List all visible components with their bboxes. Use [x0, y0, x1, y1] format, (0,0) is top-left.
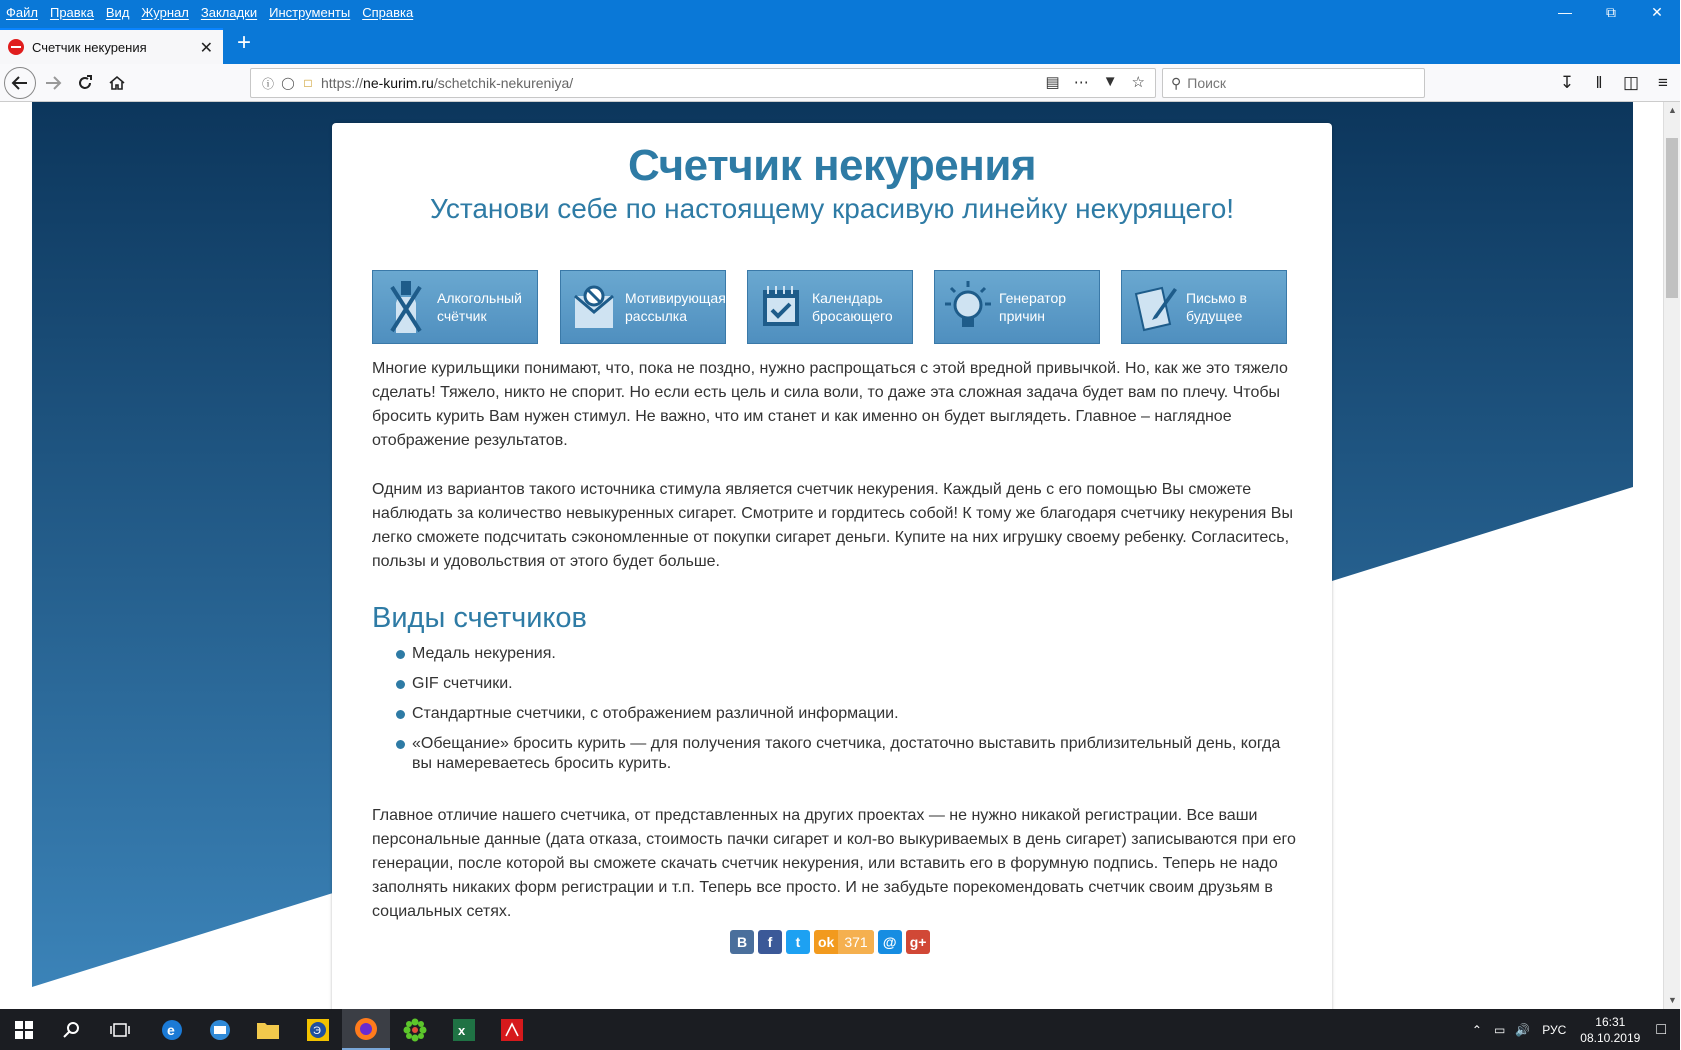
menu-history[interactable]: Журнал — [141, 4, 189, 20]
pocket-icon[interactable]: ▼ — [1102, 73, 1118, 90]
search-taskbar-button[interactable] — [48, 1009, 96, 1050]
shield-icon[interactable]: ◯ — [281, 76, 295, 90]
svg-text:Э: Э — [313, 1024, 321, 1037]
calendar-icon — [758, 278, 804, 336]
mail-taskbar-icon[interactable] — [196, 1009, 244, 1050]
windows-logo-icon — [15, 1021, 33, 1039]
list-item: Медаль некурения. — [396, 644, 1298, 664]
close-tab-icon[interactable]: ✕ — [199, 40, 213, 57]
task-view-button[interactable] — [96, 1009, 144, 1050]
back-button[interactable] — [4, 67, 36, 99]
tile-reason-generator[interactable] — [934, 270, 1100, 344]
network-icon[interactable]: ▭ — [1493, 1022, 1506, 1037]
clock[interactable] — [1580, 1014, 1640, 1046]
tab-bar — [0, 24, 1680, 64]
home-icon — [108, 74, 126, 92]
page-scrollbar[interactable] — [1663, 102, 1680, 1009]
site-favicon-icon — [8, 39, 24, 55]
bottle-icon — [383, 278, 429, 336]
start-button[interactable] — [0, 1009, 48, 1050]
home-button[interactable] — [102, 68, 132, 98]
title-bar — [0, 0, 1680, 24]
lock-icon[interactable]: □ — [304, 76, 312, 90]
firefox-taskbar-icon[interactable] — [342, 1009, 390, 1050]
arrow-right-icon — [44, 74, 62, 92]
bookmark-star-icon[interactable]: ☆ — [1131, 74, 1145, 91]
tile-alcohol-counter[interactable] — [372, 270, 538, 344]
scroll-up-icon[interactable]: ▲ — [1668, 105, 1677, 115]
search-icon: ⚲ — [1171, 74, 1182, 91]
tile-label: Мотивирующая рассылка — [625, 290, 726, 324]
tile-label: Календарь бросающего — [812, 290, 893, 324]
page-actions-icon[interactable]: ⋯ — [1073, 74, 1089, 91]
list-item: «Обещание» бросить курить — для получения такого счетчика, достаточно выставить приблизительный день, когда вы намереваетесь бросить курить. — [396, 734, 1298, 774]
svg-text:e: e — [167, 1021, 175, 1038]
scroll-down-icon[interactable]: ▼ — [1668, 995, 1677, 1005]
url-bar[interactable] — [250, 68, 1156, 98]
content-card — [332, 123, 1332, 1023]
counter-types-list — [396, 644, 1298, 784]
clock-time: 16:31 — [1595, 1014, 1626, 1029]
app-taskbar-icon[interactable] — [294, 1009, 342, 1050]
tile-label: Алкогольный счётчик — [437, 290, 522, 324]
library-icon[interactable]: ‖ — [1595, 73, 1603, 92]
new-tab-button[interactable]: + — [236, 29, 251, 56]
restore-icon[interactable]: ⧉ — [1606, 3, 1616, 20]
share-count: 371 — [838, 930, 873, 954]
menu-file[interactable]: Файл — [6, 4, 38, 20]
url-path: /schetchik-nekureniya/ — [433, 75, 574, 91]
info-icon[interactable]: ⓘ — [261, 76, 274, 91]
edge-taskbar-icon[interactable] — [148, 1009, 196, 1050]
svg-text:x: x — [458, 1022, 466, 1038]
chevron-up-icon[interactable]: ⌃ — [1471, 1022, 1482, 1037]
facebook-share-button[interactable]: f — [758, 930, 782, 954]
menu-edit[interactable]: Правка — [49, 4, 94, 20]
magnifier-icon — [63, 1021, 81, 1039]
registration-paragraph: Главное отличие нашего счетчика, от представленных на других проектах — не нужно никакой регистрации. Все ваши персональные данные (дата отказа, стоимость пачки сигарет и кол-во выкуриваемых в день сигарет) записываются при его генерации, после которой вы сможете скачать счетчик некурения, или вставить его в форумную подпись. Теперь не надо заполнять никаких форм регистрации и т.п. Теперь все просто. И не забудьте порекомендовать счетчик своим друзьям в социальных сетях. — [372, 807, 1296, 920]
minimize-icon[interactable]: — — [1558, 4, 1572, 20]
scroll-thumb[interactable] — [1666, 138, 1678, 298]
tile-motivation-mailing[interactable] — [560, 270, 726, 344]
tile-label: Письмо в будущее — [1186, 290, 1247, 324]
downloads-icon[interactable]: ↧ — [1559, 73, 1575, 92]
reload-icon — [76, 74, 94, 92]
system-tray — [1472, 1009, 1680, 1050]
nav-bar — [0, 64, 1680, 102]
tile-quitter-calendar[interactable] — [747, 270, 913, 344]
menu-tools[interactable]: Инструменты — [269, 4, 351, 20]
tile-letter-to-future[interactable] — [1121, 270, 1287, 344]
hamburger-menu-icon[interactable]: ≡ — [1658, 73, 1668, 92]
menu-bar — [0, 5, 425, 20]
menu-help[interactable]: Справка — [362, 4, 414, 20]
odnoklassniki-icon: ok — [818, 934, 835, 950]
tile-label: Генератор причин — [999, 290, 1067, 324]
twitter-share-button[interactable]: t — [786, 930, 810, 954]
windows-taskbar — [0, 1009, 1680, 1050]
lightbulb-icon — [945, 278, 991, 336]
page-title: Счетчик некурения — [627, 141, 1037, 190]
page-subtitle: Установи себе по настоящему красивую линейку некурящего! — [429, 193, 1235, 224]
letter-pen-icon — [1132, 278, 1178, 336]
acrobat-taskbar-icon[interactable] — [488, 1009, 536, 1050]
intro-paragraph: Многие курильщики понимают, что, пока не поздно, нужно распрощаться с этой вредной привычкой. Но, как же это тяжело сделать! Тяжело, никто не спорит. Но если есть цель и сила воли, то даже эта сложная задача будет вам по плечу. Чтобы бросить курить Вам нужен стимул. Не важно, что им станет и как именно он будет выглядеть. Главное – наглядное отображение результатов. — [372, 360, 1288, 449]
search-placeholder: Поиск — [1187, 75, 1227, 91]
vk-share-button[interactable]: В — [730, 930, 754, 954]
googleplus-share-button[interactable]: g+ — [906, 930, 931, 954]
tab-active[interactable] — [0, 28, 223, 64]
close-window-icon[interactable]: ✕ — [1651, 3, 1663, 20]
clock-date: 08.10.2019 — [1580, 1030, 1641, 1045]
menu-view[interactable]: Вид — [105, 4, 130, 20]
notifications-icon[interactable]: □ — [1656, 1020, 1666, 1038]
menu-bookmarks[interactable]: Закладки — [200, 4, 258, 20]
reload-button[interactable] — [70, 68, 100, 98]
forward-button[interactable] — [38, 68, 68, 98]
feature-tiles — [372, 270, 1292, 344]
search-input[interactable] — [1162, 68, 1425, 98]
url-host: ne-kurim.ru — [363, 75, 434, 91]
url-scheme: https:// — [321, 75, 364, 91]
excel-taskbar-icon[interactable] — [440, 1009, 488, 1050]
list-item: Стандартные счетчики, с отображением различной информации. — [396, 704, 1298, 724]
reader-view-icon[interactable]: ▤ — [1045, 74, 1060, 91]
page-viewport — [0, 102, 1663, 1009]
icq-taskbar-icon[interactable] — [391, 1009, 439, 1050]
language-indicator[interactable]: РУС — [1542, 1022, 1567, 1037]
section-title: Виды счетчиков — [372, 602, 587, 634]
social-share-bar — [730, 930, 930, 954]
mailru-share-button[interactable]: @ — [878, 930, 902, 954]
explorer-taskbar-icon[interactable] — [244, 1009, 292, 1050]
odnoklassniki-share-button[interactable] — [814, 930, 874, 954]
sidebar-icon[interactable]: ◫ — [1622, 73, 1640, 92]
list-item: GIF счетчики. — [396, 674, 1298, 694]
envelope-icon — [571, 278, 617, 336]
stimulus-paragraph: Одним из вариантов такого источника стимула является счетчик некурения. Каждый день с его помощью Вы сможете наблюдать за количество невыкуренных сигарет. Смотрите и гордитесь собой! К тому же благодаря счетчику некурения Вы легко сможете подсчитать сэкономленные от покупки сигарет деньги. Купите на них игрушку своему ребенку. Согласитесь, пользы и удовольствия от этого будет больше. — [372, 481, 1293, 570]
task-view-icon — [110, 1021, 130, 1039]
volume-icon[interactable]: 🔊 — [1515, 1022, 1531, 1037]
tab-title: Счетчик некурения — [32, 39, 147, 55]
arrow-left-icon — [11, 74, 29, 92]
